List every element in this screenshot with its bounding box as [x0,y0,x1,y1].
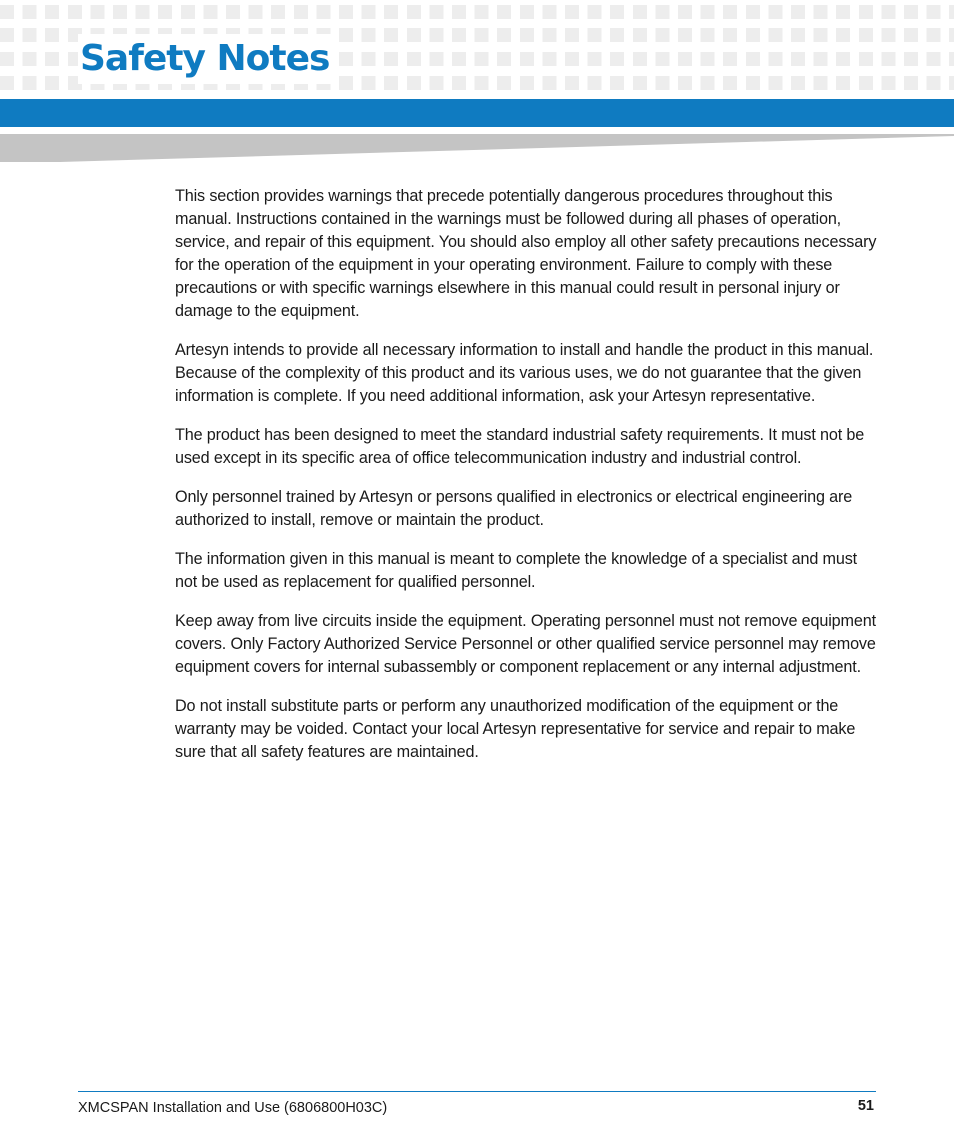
paragraph: Only personnel trained by Artesyn or persons qualified in electronics or electrical engineering are authorized to install, remove or maintain the product. [175,488,853,529]
paragraph: Artesyn intends to provide all necessary information to install and handle the product in this manual. Because of the complexity of this product and its various uses, we do not guarantee that the given information is complete. If you need additional information, ask your Artesyn representative. [175,341,874,405]
header-blue-bar [0,99,954,127]
paragraph: Keep away from live circuits inside the equipment. Operating personnel must not remove equipment covers. Only Factory Authorized Service Personnel or other qualified service personnel may remove equipment covers for internal subassembly or component replacement or any internal adjustment. [175,612,876,676]
footer-document-title: XMCSPAN Installation and Use (6806800H03C) [78,1100,388,1116]
paragraph: Do not install substitute parts or perform any unauthorized modification of the equipment or the warranty may be voided. Contact your local Artesyn representative for service and repair to make sure that all safety features are maintained. [175,697,856,761]
paragraph: The product has been designed to meet the standard industrial safety requirements. It must not be used except in its specific area of office telecommunication industry and industrial control. [175,426,865,467]
paragraph: The information given in this manual is meant to complete the knowledge of a specialist and must not be used as replacement for qualified personnel. [175,550,858,591]
footer-divider [78,1091,876,1092]
page-number: 51 [857,1098,874,1114]
paragraph: This section provides warnings that precede potentially dangerous procedures throughout this manual. Instructions contained in the warnings must be followed during all phases of operation, service, and repair of this equipment. You should also employ all other safety precautions necessary for the operation of the equipment in your operating environment. Failure to comply with these precautions or with specific warnings elsewhere in this manual could result in personal injury or damage to the equipment. [175,187,877,320]
page-title: Safety Notes [78,34,335,84]
header-grey-wedge [0,130,954,162]
header-pattern-row-1 [0,5,954,19]
main-content [175,185,880,780]
